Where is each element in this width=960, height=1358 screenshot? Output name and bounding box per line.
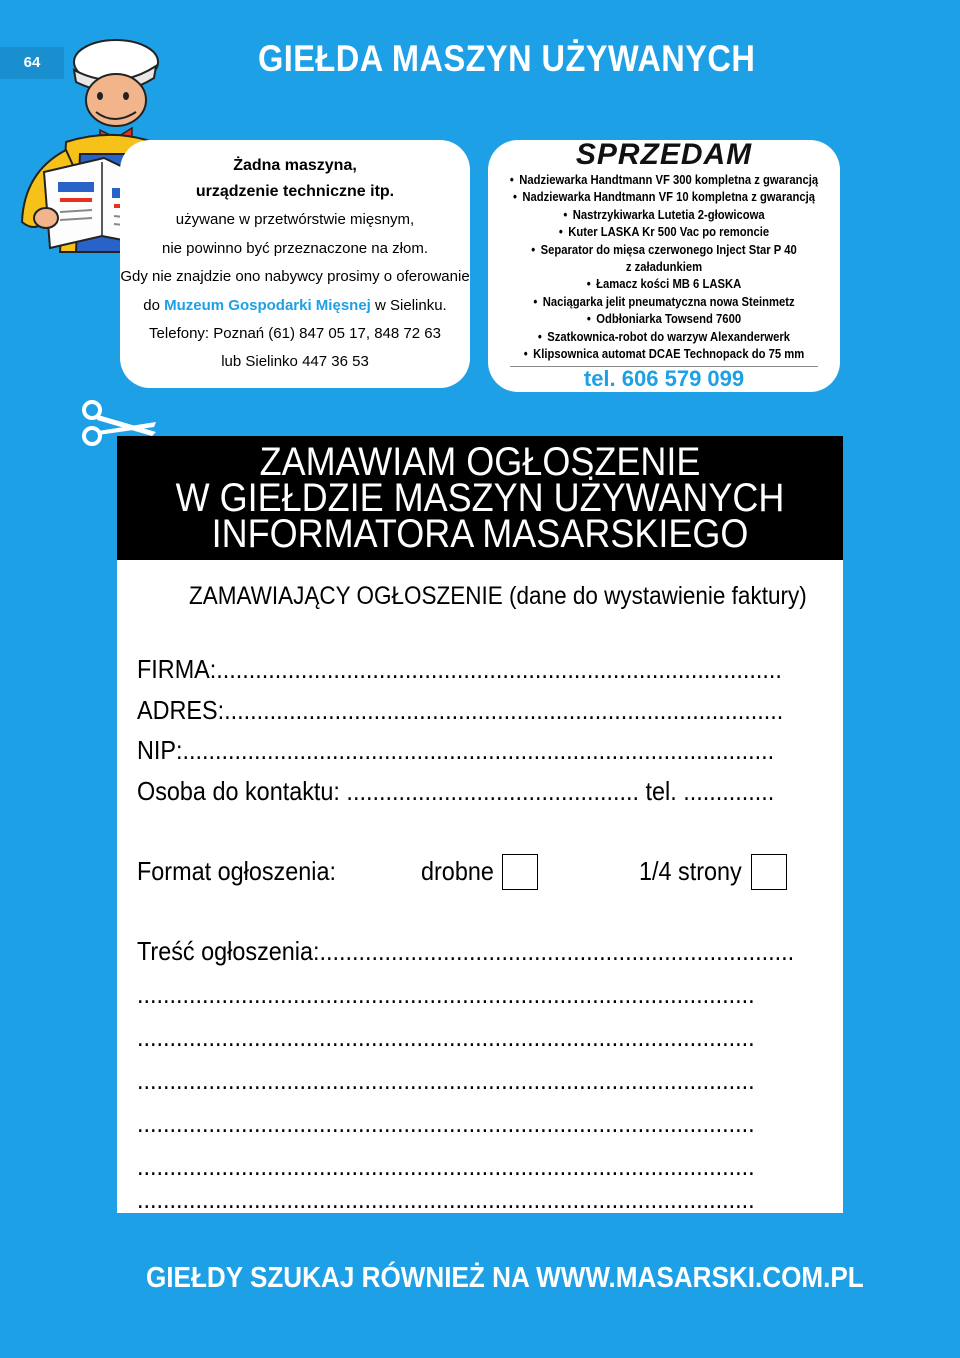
sale-phone: tel. 606 579 099 (583, 366, 745, 391)
field-label: Osoba do kontaktu: (137, 776, 340, 806)
adres-field[interactable]: ADRES:...................................................................................... (137, 695, 784, 725)
info-line: nie powinno być przeznaczone na złom. (162, 240, 428, 257)
option-small-label: drobne (421, 856, 494, 886)
museum-name: Muzeum Gospodarki Mięsnej (164, 297, 371, 314)
content-line[interactable]: ............................................................................................... (137, 1065, 755, 1095)
nip-field[interactable]: NIP:........................................................................................... (137, 735, 775, 765)
info-text: w Sielinku. (370, 297, 447, 314)
field-label: NIP: (137, 735, 183, 765)
field-label: Treść ogłoszenia: (137, 936, 320, 966)
field-label: ADRES: (137, 695, 225, 725)
list-item-continuation: z załadunkiem (625, 260, 703, 275)
list-item: • Łamacz kości MB 6 LASKA (586, 277, 742, 292)
list-item: • Nadziewarka Handtmann VF 10 kompletna z gwarancją (513, 190, 815, 205)
tel-label: tel. (645, 776, 677, 806)
content-line[interactable]: ............................................................................................... (137, 1151, 755, 1181)
format-label: Format ogłoszenia: (137, 856, 336, 886)
list-item: • Naciągarka jelit pneumatyczna nowa Steinmetz (533, 294, 795, 309)
order-form-subheading: ZAMAWIAJĄCY OGŁOSZENIE (dane do wystawienie faktury) (189, 582, 807, 610)
heading-line: ZAMAWIAM OGŁOSZENIE (259, 440, 701, 484)
sale-offer-card (488, 140, 840, 392)
info-line: urządzenie techniczne itp. (195, 183, 395, 200)
info-line: Żadna maszyna, (233, 157, 357, 174)
content-field[interactable]: Treść ogłoszenia:......................................................................... (137, 936, 795, 966)
order-form (117, 436, 843, 1213)
option-small-checkbox[interactable] (502, 854, 538, 890)
info-line: Gdy nie znajdzie ono nabywcy prosimy o oferowanie (120, 268, 470, 285)
museum-info-card (120, 140, 470, 388)
option-quarter-label: 1/4 strony (639, 856, 742, 886)
info-line (120, 297, 470, 316)
info-phones: Telefony: Poznań (61) 847 05 17, 848 72 63 (149, 325, 441, 342)
field-label: FIRMA: (137, 654, 217, 684)
option-quarter-checkbox[interactable] (751, 854, 787, 890)
info-text: do (143, 297, 165, 314)
info-line: używane w przetwórstwie mięsnym, (175, 211, 415, 228)
sale-list (488, 172, 840, 363)
heading-line: W GIEŁDZIE MASZYN UŻYWANYCH (175, 476, 785, 520)
contact-field[interactable]: Osoba do kontaktu: ............................................. tel. .............. (137, 776, 775, 806)
page-number: 64 (0, 47, 64, 79)
firma-field[interactable]: FIRMA:....................................................................................... (137, 654, 782, 684)
list-item: • Odbłoniarka Towsend 7600 (586, 312, 742, 327)
order-form-heading (117, 436, 843, 560)
heading-line: INFORMATORA MASARSKIEGO (211, 512, 749, 556)
footer-website-note: GIEŁDY SZUKAJ RÓWNIEŻ NA WWW.MASARSKI.COM.PL (146, 1262, 864, 1294)
list-item: • Szatkownica-robot do warzyw Alexanderwerk (537, 329, 791, 344)
content-line[interactable]: ............................................................................................... (137, 1184, 755, 1214)
list-item: • Kuter LASKA Kr 500 Vac po remoncie (558, 225, 770, 240)
list-item: • Nastrzykiwarka Lutetia 2-głowicowa (563, 207, 765, 222)
content-line[interactable]: ............................................................................................... (137, 1108, 755, 1138)
content-line[interactable]: ............................................................................................... (137, 979, 755, 1009)
info-phones: lub Sielinko 447 36 53 (221, 353, 369, 370)
list-item: • Separator do mięsa czerwonego Inject Star P 40 (531, 242, 797, 257)
content-line[interactable]: ............................................................................................... (137, 1022, 755, 1052)
sale-title: SPRZEDAM (575, 138, 753, 171)
page-title: GIEŁDA MASZYN UŻYWANYCH (258, 38, 756, 79)
list-item: • Klipsownica automat DCAE Technopack do 75 mm (523, 347, 805, 362)
list-item: • Nadziewarka Handtmann VF 300 kompletna z gwarancją (509, 173, 819, 187)
